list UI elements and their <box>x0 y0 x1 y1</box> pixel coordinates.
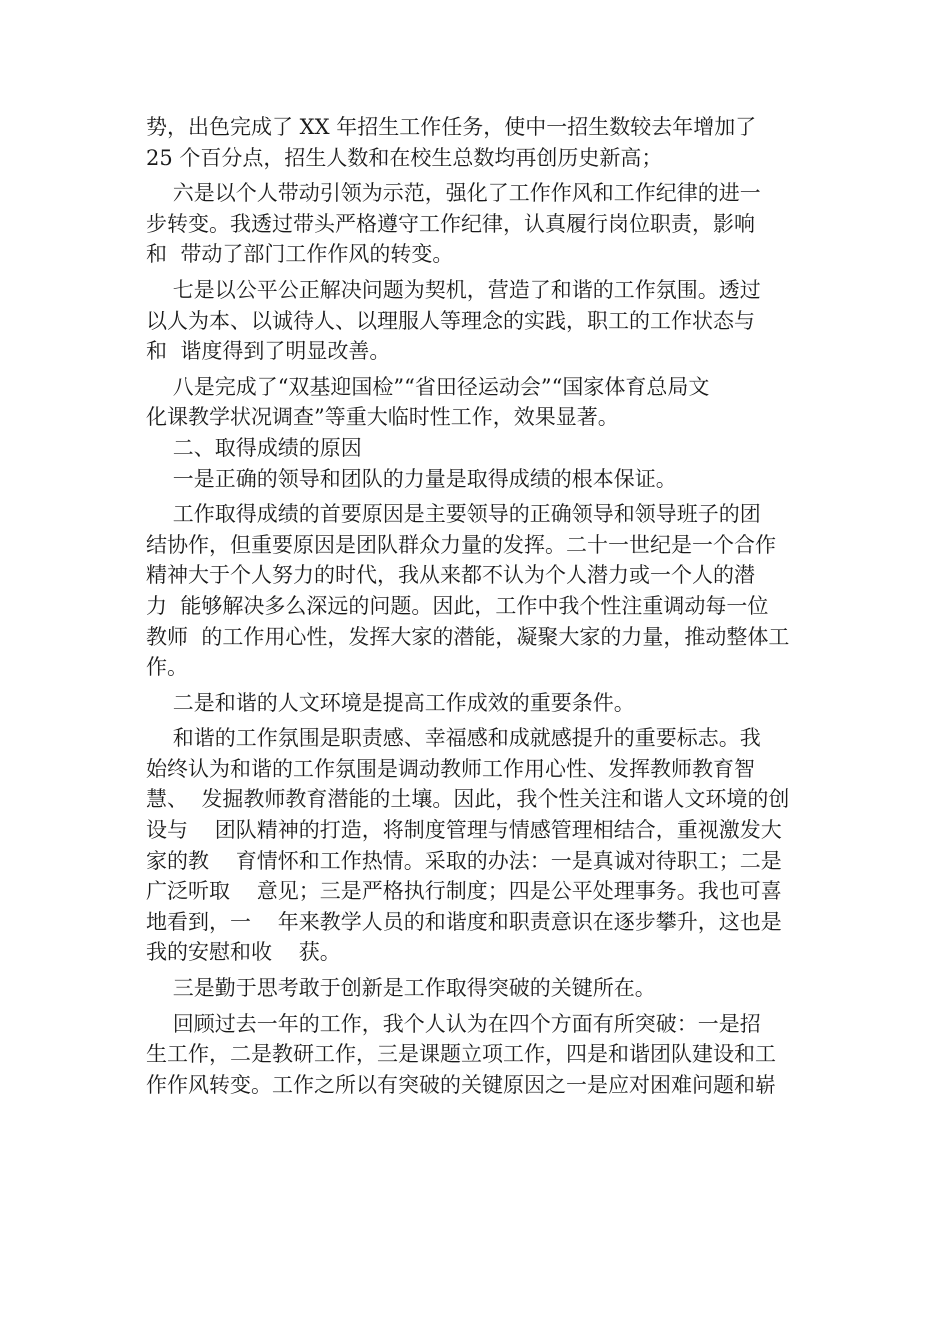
text-line: 力 能够解决多么深远的问题。因此，工作中我个性注重调动每一位 <box>146 593 769 618</box>
text-line: 25 个百分点，招生人数和在校生总数均再创历史新高； <box>146 145 663 170</box>
text-line: 设与 团队精神的打造，将制度管理与情感管理相结合，重视激发大 <box>146 818 782 843</box>
text-line: 和 谐度得到了明显改善。 <box>146 339 391 364</box>
text-line: 结协作，但重要原因是团队群众力量的发挥。二十一世纪是一个合作 <box>146 532 776 557</box>
text-line: 教师 的工作用心性，发挥大家的潜能，凝聚大家的力量，推动整体工 <box>146 624 790 649</box>
text-line: 生工作，二是教研工作，三是课题立项工作，四是和谐团队建设和工 <box>146 1042 776 1067</box>
text-line: 二是和谐的人文环境是提高工作成效的重要条件。 <box>146 690 635 715</box>
text-line: 三是勤于思考敢于创新是工作取得突破的关键所在。 <box>146 976 656 1001</box>
text-line: 化课教学状况调查”等重大临时性工作，效果显著。 <box>146 405 619 430</box>
text-line: 作作风转变。工作之所以有突破的关键原因之一是应对困难问题和崭 <box>146 1072 776 1097</box>
text-line: 广泛听取 意见；三是严格执行制度；四是公平处理事务。我也可喜 <box>146 879 782 904</box>
text-line: 和 带动了部门工作作风的转变。 <box>146 242 454 267</box>
text-line: 地看到，一 年来教学人员的和谐度和职责意识在逐步攀升，这也是 <box>146 909 782 934</box>
text-line: 以人为本、以诚待人、以理服人等理念的实践，职工的工作状态与 <box>146 308 755 333</box>
text-line: 工作取得成绩的首要原因是主要领导的正确领导和领导班子的团 <box>146 502 761 527</box>
text-line: 步转变。我透过带头严格遵守工作纪律，认真履行岗位职责，影响 <box>146 211 755 236</box>
text-line: 始终认为和谐的工作氛围是调动教师工作用心性、发挥教师教育智 <box>146 756 755 781</box>
text-line: 回顾过去一年的工作，我个人认为在四个方面有所突破：一是招 <box>146 1011 761 1036</box>
document-body <box>146 112 816 1100</box>
text-line: 精神大于个人努力的时代，我从来都不认为个人潜力或一个人的潜 <box>146 563 755 588</box>
text-line: 二、取得成绩的原因 <box>146 435 362 460</box>
text-line: 势，出色完成了 XX 年招生工作任务，使中一招生数较去年增加了 <box>146 115 757 139</box>
text-line: 和谐的工作氛围是职责感、幸福感和成就感提升的重要标志。我 <box>146 726 761 751</box>
text-line: 六是以个人带动引领为示范，强化了工作作风和工作纪律的进一 <box>146 181 761 206</box>
text-line: 一是正确的领导和团队的力量是取得成绩的根本保证。 <box>146 466 677 491</box>
text-line: 家的教 育情怀和工作热情。采取的办法：一是真诚对待职工；二是 <box>146 848 782 873</box>
text-line: 我的安慰和收 获。 <box>146 940 341 965</box>
text-line: 七是以公平公正解决问题为契机，营造了和谐的工作氛围。透过 <box>146 277 761 302</box>
text-line: 作。 <box>146 655 188 680</box>
text-line: 慧、 发掘教师教育潜能的土壤。因此，我个性关注和谐人文环境的创 <box>146 787 790 812</box>
text-line: 八是完成了“双基迎国检”“省田径运动会”“国家体育总局文 <box>146 374 710 399</box>
